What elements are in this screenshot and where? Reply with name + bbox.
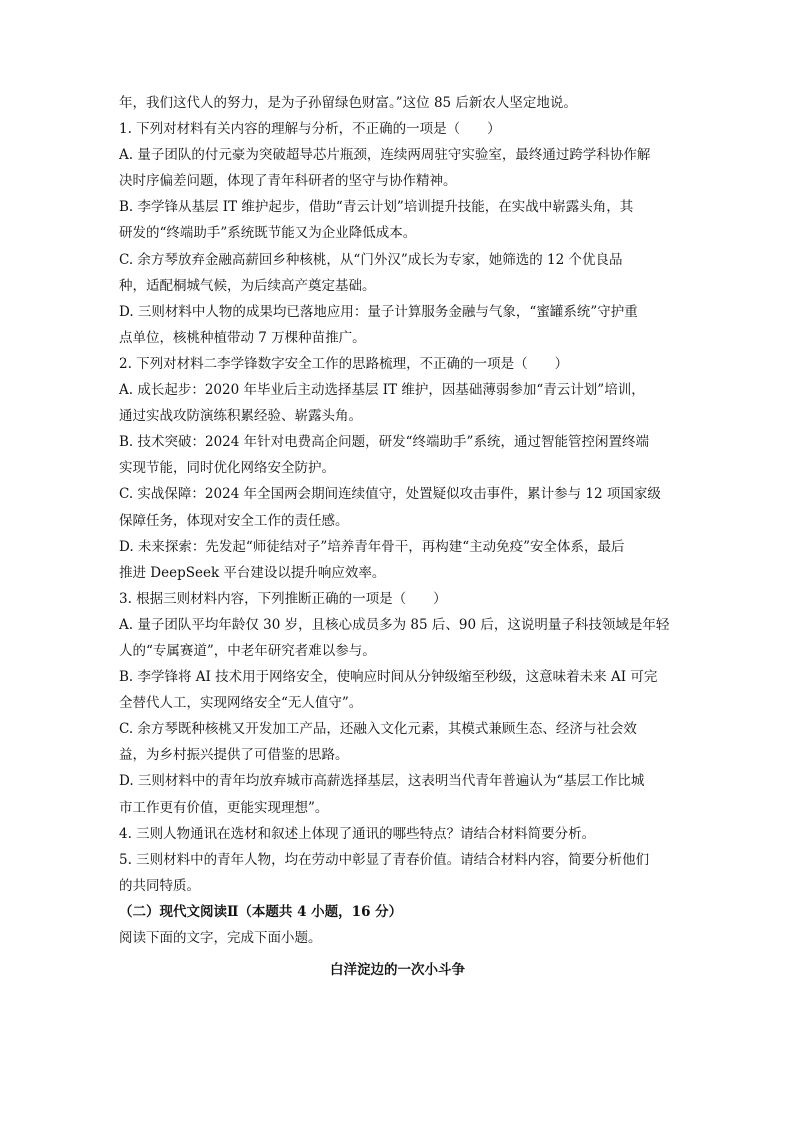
article-title: 白洋淀边的一次小斗争	[330, 962, 465, 979]
q1-option-c: C. 余方琴放弃金融高薪回乡种核桃，从“门外汉”成长为专家，她筛选的 12 个优良品	[119, 251, 623, 268]
q2-option-c-cont: 保障任务，体现对安全工作的责任感。	[119, 512, 349, 529]
q3-option-d-cont: 市工作更有价值，更能实现理想”。	[119, 799, 329, 816]
q3-option-b: B. 李学锋将 AI 技术用于网络安全，使响应时间从分钟级缩至秒级，这意味着未来 AI 可完	[119, 669, 658, 686]
q2-option-d-cont: 推进 DeepSeek 平台建设以提升响应效率。	[119, 564, 386, 581]
q2-option-a: A. 成长起步：2020 年毕业后主动选择基层 IT 维护，因基础薄弱参加“青云计划”培训，	[119, 382, 645, 399]
q2-option-b-cont: 实现节能，同时优化网络安全防护。	[119, 460, 335, 477]
q3-option-d: D. 三则材料中的青年均放弃城市高薪选择基层，这表明当代青年普遍认为“基层工作比城	[119, 773, 645, 790]
q3-option-a: A. 量子团队平均年龄仅 30 岁，且核心成员多为 85 后、90 后，这说明量子科技领域是年轻	[119, 616, 670, 633]
q2-option-c: C. 实战保障：2024 年全国两会期间连续值守，处置疑似攻击事件，累计参与 12 项国家级	[119, 486, 661, 503]
q3-option-b-cont: 全替代人工，实现网络安全“无人值守”。	[119, 695, 363, 712]
q3-option-a-cont: 人的“专属赛道”，中老年研究者难以参与。	[119, 642, 376, 659]
section-heading: （二）现代文阅读Ⅱ（本题共 4 小题，16 分）	[119, 903, 403, 920]
q1-option-a-cont: 决时序偏差问题，体现了青年科研者的坚守与协作精神。	[119, 173, 457, 190]
q3-option-c: C. 余方琴既种核桃又开发加工产品，还融入文化元素，其模式兼顾生态、经济与社会效	[119, 721, 637, 738]
question-3-stem: 3. 根据三则材料内容，下列推断正确的一项是（ ）	[119, 590, 447, 607]
q3-option-c-cont: 益，为乡村振兴提供了可借鉴的思路。	[119, 747, 349, 764]
q1-option-c-cont: 种，适配桐城气候，为后续高产奠定基础。	[119, 277, 376, 294]
q1-option-d-cont: 点单位，核桃种植带动 7 万棵种苗推广。	[119, 329, 366, 346]
question-1-stem: 1. 下列对材料有关内容的理解与分析，不正确的一项是（ ）	[119, 121, 501, 138]
q2-option-b: B. 技术突破：2024 年针对电费高企问题，研发“终端助手”系统，通过智能管控闲置终端	[119, 434, 649, 451]
question-5-cont: 的共同特质。	[119, 877, 200, 894]
q1-option-a: A. 量子团队的付元豪为突破超导芯片瓶颈，连续两周驻守实验室，最终通过跨学科协作解	[119, 147, 651, 164]
q1-option-d: D. 三则材料中人物的成果均已落地应用：量子计算服务金融与气象，“蜜罐系统”守护重	[119, 303, 638, 320]
q2-option-d: D. 未来探索：先发起“师徒结对子”培养青年骨干，再构建“主动免疫”安全体系，最后	[119, 538, 625, 555]
q2-option-a-cont: 通过实战攻防演练积累经验、崭露头角。	[119, 408, 362, 425]
question-2-stem: 2. 下列对材料二李学锋数字安全工作的思路梳理，不正确的一项是（ ）	[119, 355, 569, 372]
q1-option-b: B. 李学锋从基层 IT 维护起步，借助“青云计划”培训提升技能，在实战中崭露头角，其	[119, 199, 634, 216]
q1-option-b-cont: 研发的“终端助手”系统既节能又为企业降低成本。	[119, 225, 417, 242]
text-line: 年，我们这代人的努力，是为子孙留绿色财富。”这位 85 后新农人坚定地说。	[119, 95, 577, 111]
question-5-stem: 5. 三则材料中的青年人物，均在劳动中彰显了青春价值。请结合材料内容，简要分析他们	[119, 851, 650, 868]
reading-instruction: 阅读下面的文字，完成下面小题。	[119, 930, 322, 946]
question-4-stem: 4. 三则人物通讯在选材和叙述上体现了通讯的哪些特点？请结合材料简要分析。	[119, 825, 596, 842]
